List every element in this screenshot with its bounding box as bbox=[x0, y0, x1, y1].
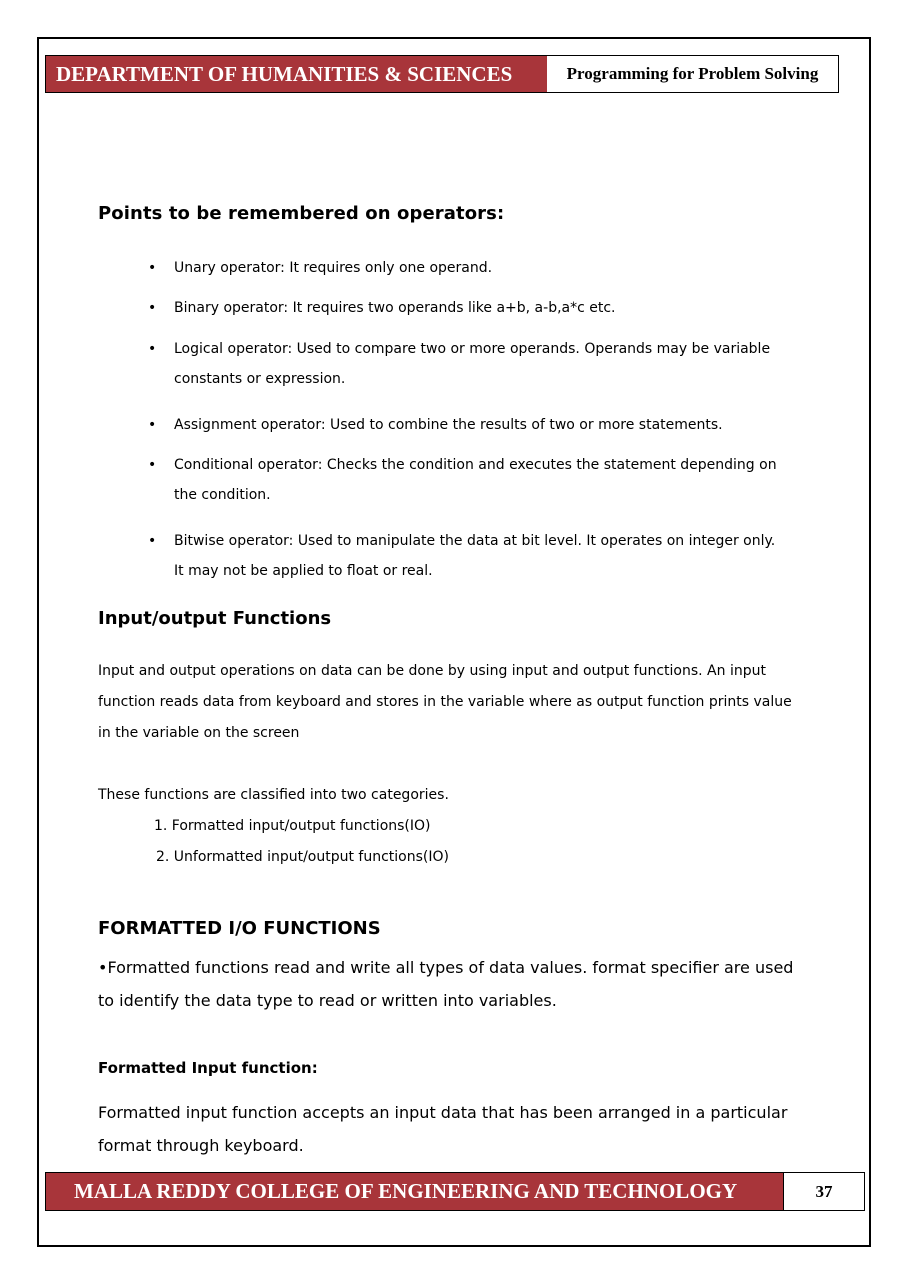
io-paragraph: Input and output operations on data can be done by using input and output functions. An input function reads data from keyboard and stores in the variable where as output function prints value in the variable on the screen bbox=[98, 663, 792, 741]
bullet-item bbox=[148, 293, 784, 323]
bullet-item bbox=[148, 253, 784, 283]
operators-heading: Points to be remembered on operators: bbox=[98, 203, 505, 224]
college-name: MALLA REDDY COLLEGE OF ENGINEERING AND TECHNOLOGY bbox=[46, 1173, 783, 1210]
bullet-icon: • bbox=[148, 417, 157, 433]
bullet-item bbox=[148, 450, 784, 510]
bullet-icon: • bbox=[148, 533, 157, 549]
course-title: Programming for Problem Solving bbox=[547, 56, 838, 92]
bullet-item bbox=[148, 526, 784, 586]
bullet-text: Assignment operator: Used to combine the results of two or more statements. bbox=[174, 417, 723, 433]
bullet-text: Conditional operator: Checks the condition and executes the statement depending on the condition. bbox=[174, 457, 777, 503]
page-number: 37 bbox=[783, 1173, 864, 1210]
bullet-item bbox=[148, 410, 784, 440]
bullet-text: Unary operator: It requires only one operand. bbox=[174, 260, 493, 276]
formatted-io-paragraph: •Formatted functions read and write all types of data values. format specifier are used to identify the data type to read or written into variables. bbox=[98, 958, 794, 1010]
bullet-text: Logical operator: Used to compare two or more operands. Operands may be variable constants or expression. bbox=[174, 341, 771, 387]
bullet-icon: • bbox=[148, 341, 157, 357]
formatted-io-heading: FORMATTED I/O FUNCTIONS bbox=[98, 918, 381, 939]
formatted-input-heading: Formatted Input function: bbox=[98, 1059, 318, 1077]
category-item-formatted: 1. Formatted input/output functions(IO) bbox=[154, 818, 431, 834]
bullet-icon: • bbox=[148, 457, 157, 473]
io-heading: Input/output Functions bbox=[98, 608, 332, 629]
formatted-input-paragraph: Formatted input function accepts an input data that has been arranged in a particular format through keyboard. bbox=[98, 1103, 788, 1155]
categories-intro: These functions are classified into two categories. bbox=[98, 787, 449, 803]
bullet-icon: • bbox=[148, 260, 157, 276]
page-header bbox=[45, 55, 839, 93]
category-item-unformatted: 2. Unformatted input/output functions(IO) bbox=[156, 849, 449, 865]
page-footer bbox=[45, 1172, 865, 1211]
bullet-icon: • bbox=[148, 300, 157, 316]
bullet-text: Binary operator: It requires two operands like a+b, a-b,a*c etc. bbox=[174, 300, 616, 316]
bullet-text: Bitwise operator: Used to manipulate the data at bit level. It operates on integer only. It may not be applied to float or real. bbox=[174, 533, 776, 579]
department-title: DEPARTMENT OF HUMANITIES & SCIENCES bbox=[46, 56, 547, 92]
bullet-item bbox=[148, 334, 784, 394]
